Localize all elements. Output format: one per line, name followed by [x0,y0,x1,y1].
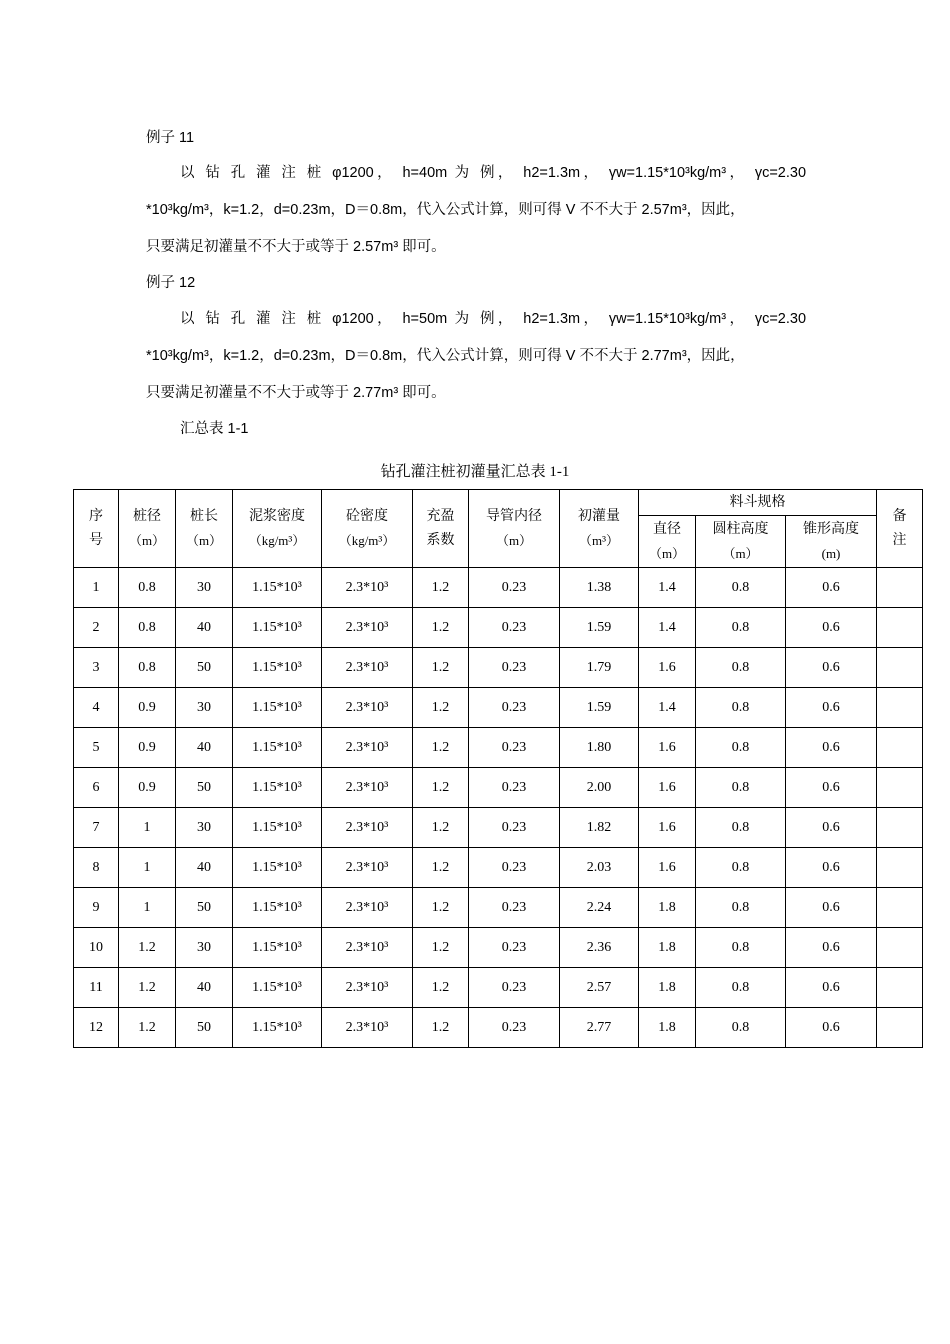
cell-fill-factor: 1.2 [413,928,469,968]
table-caption: 钻孔灌注桩初灌量汇总表 1-1 [380,464,570,480]
cell-initial-volume: 1.80 [560,728,639,768]
cell-pipe-diameter: 0.23 [469,1008,560,1048]
cell-cone-height: 0.6 [786,608,877,648]
summary-table [73,489,923,1048]
cell-initial-volume: 2.77 [560,1008,639,1048]
summary-label: 汇总表 1-1 [180,421,249,437]
table-row [74,1008,923,1048]
cell-hopper-diameter: 1.4 [639,568,696,608]
cell-cone-height: 0.6 [786,968,877,1008]
cell-hopper-diameter: 1.4 [639,608,696,648]
header-cone-height: 锥形高度 (m) [786,516,877,568]
header-concrete-density: 砼密度 （kg/m³） [322,490,413,568]
cell-seq: 7 [74,808,119,848]
cell-pipe-diameter: 0.23 [469,888,560,928]
cell-concrete-density: 2.3*10³ [322,568,413,608]
cell-hopper-diameter: 1.8 [639,928,696,968]
cell-pipe-diameter: 0.23 [469,848,560,888]
cell-remark [877,768,923,808]
cell-pipe-diameter: 0.23 [469,688,560,728]
cell-pipe-diameter: 0.23 [469,968,560,1008]
table-row [74,848,923,888]
example-11-title: 例子 11 [146,130,195,146]
cell-cone-height: 0.6 [786,928,877,968]
cell-pipe-diameter: 0.23 [469,568,560,608]
cell-fill-factor: 1.2 [413,968,469,1008]
cell-pile-diameter: 0.9 [119,688,176,728]
header-initial-volume: 初灌量 （m³） [560,490,639,568]
cell-remark [877,888,923,928]
cell-remark [877,968,923,1008]
cell-cone-height: 0.6 [786,1008,877,1048]
cell-concrete-density: 2.3*10³ [322,768,413,808]
cell-pipe-diameter: 0.23 [469,808,560,848]
cell-seq: 8 [74,848,119,888]
cell-concrete-density: 2.3*10³ [322,648,413,688]
table-row [74,608,923,648]
example-12-title: 例子 12 [146,275,196,291]
cell-pile-diameter: 0.9 [119,768,176,808]
cell-fill-factor: 1.2 [413,608,469,648]
table-row [74,928,923,968]
cell-pile-diameter: 1 [119,808,176,848]
cell-pile-diameter: 0.9 [119,728,176,768]
table-row [74,808,923,848]
cell-concrete-density: 2.3*10³ [322,608,413,648]
cell-pile-length: 50 [176,1008,233,1048]
header-hopper-diameter: 直径 （m） [639,516,696,568]
cell-cone-height: 0.6 [786,768,877,808]
cell-pile-length: 30 [176,928,233,968]
cell-cylinder-height: 0.8 [696,608,786,648]
cell-remark [877,568,923,608]
cell-initial-volume: 2.36 [560,928,639,968]
cell-initial-volume: 1.59 [560,688,639,728]
cell-remark [877,688,923,728]
cell-concrete-density: 2.3*10³ [322,808,413,848]
cell-cylinder-height: 0.8 [696,888,786,928]
cell-cylinder-height: 0.8 [696,568,786,608]
cell-mud-density: 1.15*10³ [233,968,322,1008]
cell-pile-length: 40 [176,968,233,1008]
cell-cone-height: 0.6 [786,648,877,688]
header-fill-factor: 充盈 系数 [413,490,469,568]
cell-seq: 12 [74,1008,119,1048]
cell-mud-density: 1.15*10³ [233,808,322,848]
cell-pipe-diameter: 0.23 [469,648,560,688]
cell-seq: 1 [74,568,119,608]
cell-mud-density: 1.15*10³ [233,568,322,608]
cell-pile-length: 40 [176,608,233,648]
cell-fill-factor: 1.2 [413,888,469,928]
cell-cylinder-height: 0.8 [696,688,786,728]
cell-concrete-density: 2.3*10³ [322,1008,413,1048]
cell-initial-volume: 2.03 [560,848,639,888]
header-pipe-diameter: 导管内径 （m） [469,490,560,568]
cell-cone-height: 0.6 [786,888,877,928]
cell-initial-volume: 1.59 [560,608,639,648]
cell-cone-height: 0.6 [786,568,877,608]
cell-remark [877,848,923,888]
cell-fill-factor: 1.2 [413,688,469,728]
table-row [74,968,923,1008]
cell-remark [877,1008,923,1048]
cell-initial-volume: 2.00 [560,768,639,808]
cell-mud-density: 1.15*10³ [233,608,322,648]
cell-pile-length: 30 [176,688,233,728]
cell-fill-factor: 1.2 [413,848,469,888]
cell-mud-density: 1.15*10³ [233,928,322,968]
header-remark: 备 注 [877,490,923,568]
cell-seq: 11 [74,968,119,1008]
table-row [74,888,923,928]
cell-mud-density: 1.15*10³ [233,848,322,888]
example-12-line-3: 只要满足初灌量不不大于或等于 2.77m³ 即可。 [146,385,446,401]
example-11-line-3: 只要满足初灌量不不大于或等于 2.57m³ 即可。 [146,239,446,255]
cell-remark [877,648,923,688]
table-row [74,768,923,808]
cell-cone-height: 0.6 [786,688,877,728]
header-mud-density: 泥浆密度 （kg/m³） [233,490,322,568]
cell-remark [877,808,923,848]
cell-pile-diameter: 0.8 [119,648,176,688]
cell-pile-length: 30 [176,808,233,848]
cell-mud-density: 1.15*10³ [233,688,322,728]
cell-seq: 9 [74,888,119,928]
example-12-line-1: 以 钻 孔 灌 注 桩 φ1200， h=50m 为 例， h2=1.3m， γw=1.15*10³kg/m³， γc=2.30 [180,311,807,327]
cell-cylinder-height: 0.8 [696,848,786,888]
cell-pile-diameter: 0.8 [119,568,176,608]
cell-pile-diameter: 0.8 [119,608,176,648]
cell-pile-diameter: 1 [119,888,176,928]
header-cylinder-height: 圆柱高度 （m） [696,516,786,568]
cell-pipe-diameter: 0.23 [469,928,560,968]
cell-concrete-density: 2.3*10³ [322,688,413,728]
cell-initial-volume: 1.82 [560,808,639,848]
cell-cone-height: 0.6 [786,728,877,768]
cell-initial-volume: 1.79 [560,648,639,688]
cell-cylinder-height: 0.8 [696,648,786,688]
cell-pile-length: 30 [176,568,233,608]
cell-pile-length: 50 [176,648,233,688]
cell-pile-diameter: 1.2 [119,1008,176,1048]
cell-remark [877,608,923,648]
table-body [74,568,923,1048]
cell-hopper-diameter: 1.6 [639,728,696,768]
cell-pile-length: 40 [176,848,233,888]
cell-cylinder-height: 0.8 [696,1008,786,1048]
cell-hopper-diameter: 1.6 [639,848,696,888]
cell-pipe-diameter: 0.23 [469,608,560,648]
cell-pile-length: 50 [176,888,233,928]
cell-fill-factor: 1.2 [413,728,469,768]
cell-hopper-diameter: 1.8 [639,1008,696,1048]
cell-initial-volume: 2.57 [560,968,639,1008]
cell-cylinder-height: 0.8 [696,968,786,1008]
cell-seq: 2 [74,608,119,648]
cell-concrete-density: 2.3*10³ [322,928,413,968]
cell-pile-length: 40 [176,728,233,768]
cell-fill-factor: 1.2 [413,648,469,688]
cell-seq: 6 [74,768,119,808]
cell-initial-volume: 1.38 [560,568,639,608]
cell-hopper-diameter: 1.4 [639,688,696,728]
cell-hopper-diameter: 1.8 [639,968,696,1008]
cell-fill-factor: 1.2 [413,808,469,848]
table-row [74,648,923,688]
cell-cylinder-height: 0.8 [696,808,786,848]
header-seq: 序 号 [74,490,119,568]
cell-concrete-density: 2.3*10³ [322,888,413,928]
cell-remark [877,728,923,768]
cell-mud-density: 1.15*10³ [233,768,322,808]
header-row-1 [74,490,923,516]
cell-pile-diameter: 1.2 [119,968,176,1008]
cell-mud-density: 1.15*10³ [233,1008,322,1048]
cell-pile-diameter: 1 [119,848,176,888]
cell-mud-density: 1.15*10³ [233,728,322,768]
example-11-line-1: 以 钻 孔 灌 注 桩 φ1200， h=40m 为 例， h2=1.3m， γw=1.15*10³kg/m³， γc=2.30 [180,165,807,181]
cell-concrete-density: 2.3*10³ [322,968,413,1008]
table-row [74,688,923,728]
header-hopper-spec: 料斗规格 [639,490,877,516]
cell-concrete-density: 2.3*10³ [322,848,413,888]
table-row [74,728,923,768]
cell-fill-factor: 1.2 [413,568,469,608]
table-row [74,568,923,608]
cell-cylinder-height: 0.8 [696,728,786,768]
cell-cylinder-height: 0.8 [696,768,786,808]
cell-cone-height: 0.6 [786,808,877,848]
cell-fill-factor: 1.2 [413,1008,469,1048]
header-pile-diameter: 桩径 （m） [119,490,176,568]
cell-hopper-diameter: 1.8 [639,888,696,928]
cell-pipe-diameter: 0.23 [469,768,560,808]
cell-hopper-diameter: 1.6 [639,768,696,808]
cell-hopper-diameter: 1.6 [639,648,696,688]
cell-seq: 5 [74,728,119,768]
cell-seq: 4 [74,688,119,728]
cell-fill-factor: 1.2 [413,768,469,808]
header-pile-length: 桩长 （m） [176,490,233,568]
cell-pile-length: 50 [176,768,233,808]
cell-remark [877,928,923,968]
cell-cylinder-height: 0.8 [696,928,786,968]
cell-seq: 10 [74,928,119,968]
cell-cone-height: 0.6 [786,848,877,888]
cell-mud-density: 1.15*10³ [233,888,322,928]
cell-concrete-density: 2.3*10³ [322,728,413,768]
cell-initial-volume: 2.24 [560,888,639,928]
cell-seq: 3 [74,648,119,688]
example-11-line-2: *10³kg/m³，k=1.2，d=0.23m，D＝0.8m，代入公式计算，则可得 V 不不大于 2.57m³，因此， [146,202,745,218]
cell-pile-diameter: 1.2 [119,928,176,968]
cell-hopper-diameter: 1.6 [639,808,696,848]
example-12-line-2: *10³kg/m³，k=1.2，d=0.23m，D＝0.8m，代入公式计算，则可得 V 不不大于 2.77m³，因此， [146,348,745,364]
cell-mud-density: 1.15*10³ [233,648,322,688]
cell-pipe-diameter: 0.23 [469,728,560,768]
